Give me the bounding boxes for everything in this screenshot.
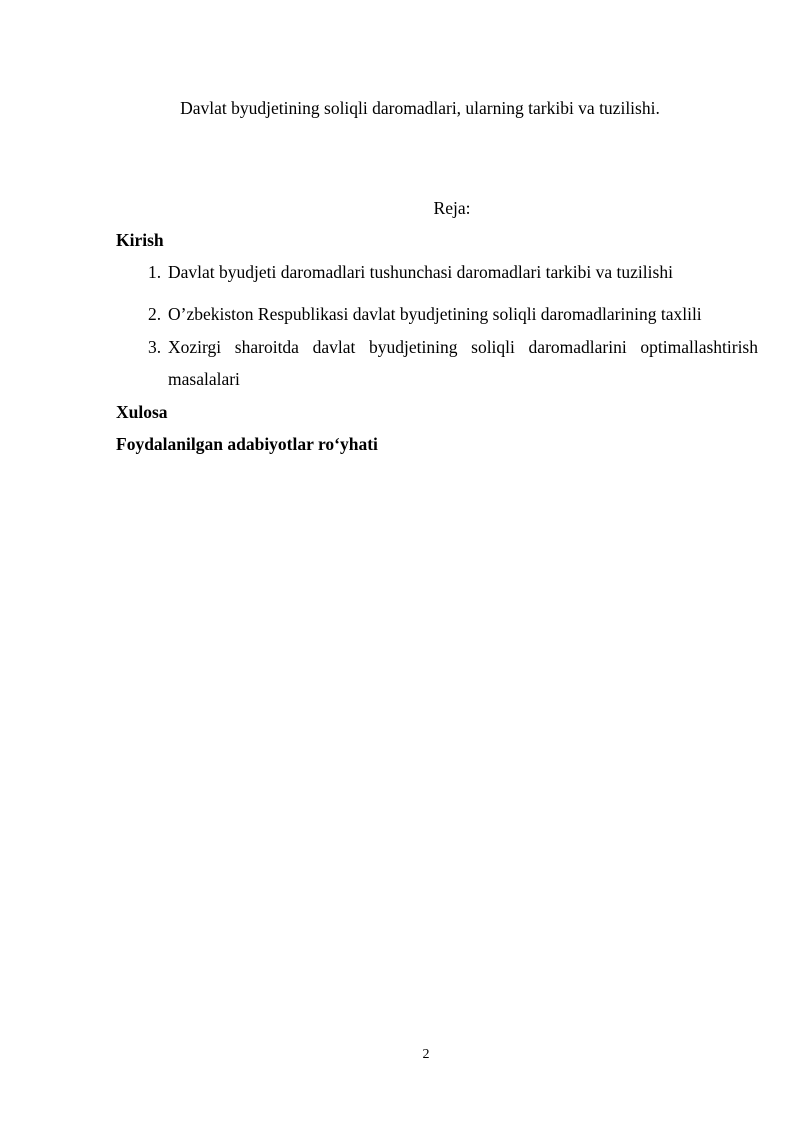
plan-heading: Reja: (433, 198, 471, 218)
conclusion-heading: Xulosa (116, 402, 168, 422)
plan-item (148, 256, 758, 288)
plan-item-number: 1. (148, 262, 162, 282)
plan-item-number: 3. (148, 337, 162, 357)
document-title: Davlat byudjetining soliqli daromadlari, ularning tarkibi va tuzilishi. (180, 98, 660, 118)
plan-item-text: O’zbekiston Respublikasi davlat byudjetining soliqli daromadlarining taxlili (168, 304, 702, 324)
plan-item-text: Xozirgi sharoitda davlat byudjetining soliqli daromadlarini optimallashtirish masalalari (168, 337, 758, 389)
plan-item-number: 2. (148, 304, 162, 324)
plan-item (148, 331, 758, 395)
plan-item-text: Davlat byudjeti daromadlari tushunchasi daromadlari tarkibi va tuzilishi (168, 262, 673, 282)
intro-heading: Kirish (116, 230, 164, 250)
plan-item (148, 298, 758, 330)
references-heading: Foydalanilgan adabiyotlar ro‘yhati (116, 434, 378, 454)
page-number: 2 (422, 1047, 430, 1062)
